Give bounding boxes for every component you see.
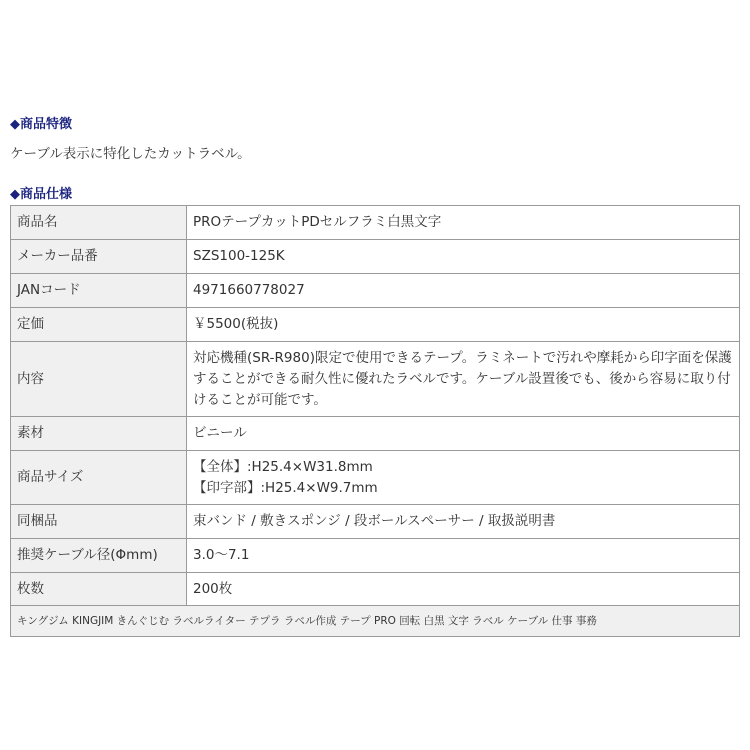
spec-value: [187, 451, 740, 505]
specs-heading: ◆商品仕様: [10, 187, 72, 202]
spec-value: 4971660778027: [187, 274, 740, 308]
spec-row-keywords: [11, 606, 740, 637]
features-text: ケーブル表示に特化したカットラベル。: [10, 146, 251, 162]
spec-value: PROテープカットPDセルフラミ白黒文字: [187, 206, 740, 240]
spec-label: 素材: [11, 417, 187, 451]
spec-label: JANコード: [11, 274, 187, 308]
spec-value: 対応機種(SR-R980)限定で使用できるテープ。ラミネートで汚れや摩耗から印字面を保護することができる耐久性に優れたラベルです。ケーブル設置後でも、後から容易に取り付けることが可能です。: [187, 342, 740, 417]
spec-row-description: [11, 342, 740, 417]
spec-value: 200枚: [187, 573, 740, 606]
spec-value: 3.0〜7.1: [187, 539, 740, 573]
spec-row-material: [11, 417, 740, 451]
spec-row-cable-diameter: [11, 539, 740, 573]
keywords-text: キングジム KINGJIM きんぐじむ ラベルライター テプラ ラベル作成 テープ PRO 回転 白黒 文字 ラベル ケーブル 仕事 事務: [11, 606, 740, 637]
spec-row-list-price: [11, 308, 740, 342]
spec-row-jan-code: [11, 274, 740, 308]
size-print-area: 【印字部】:H25.4×W9.7mm: [193, 479, 378, 496]
spec-table: [10, 205, 740, 637]
spec-label: 定価: [11, 308, 187, 342]
spec-value: SZS100-125K: [187, 240, 740, 274]
spec-label: 枚数: [11, 573, 187, 606]
spec-label: 内容: [11, 342, 187, 417]
spec-row-maker-part-number: [11, 240, 740, 274]
spec-label: 推奨ケーブル径(Φmm): [11, 539, 187, 573]
size-overall: 【全体】:H25.4×W31.8mm: [193, 458, 373, 475]
spec-row-product-size: [11, 451, 740, 505]
spec-label: 同梱品: [11, 505, 187, 539]
spec-row-included-items: [11, 505, 740, 539]
spec-label: 商品名: [11, 206, 187, 240]
spec-row-product-name: [11, 206, 740, 240]
features-heading: ◆商品特徴: [10, 117, 72, 132]
spec-label: メーカー品番: [11, 240, 187, 274]
spec-row-sheet-count: [11, 573, 740, 606]
spec-value: ビニール: [187, 417, 740, 451]
spec-label: 商品サイズ: [11, 451, 187, 505]
spec-value: ￥5500(税抜): [187, 308, 740, 342]
spec-value: 束バンド / 敷きスポンジ / 段ボールスペーサー / 取扱説明書: [187, 505, 740, 539]
